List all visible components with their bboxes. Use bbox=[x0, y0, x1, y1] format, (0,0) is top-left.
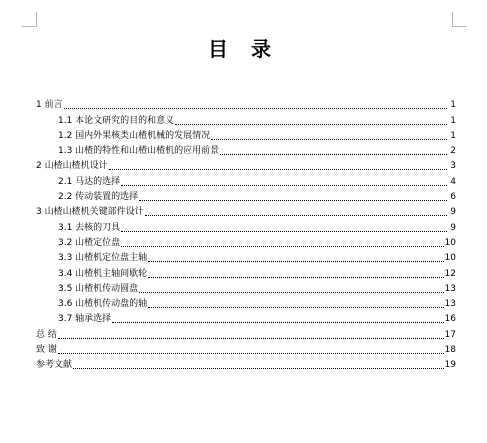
toc-leader-dots bbox=[139, 199, 447, 201]
toc-entry-page-number: 1 bbox=[450, 130, 456, 141]
toc-entry[interactable] bbox=[36, 234, 456, 249]
toc-entry-page-number: 2 bbox=[450, 146, 456, 157]
toc-entry-page-number: 9 bbox=[450, 207, 456, 218]
toc-entry-page-number: 6 bbox=[450, 192, 456, 203]
toc-leader-dots bbox=[211, 138, 447, 140]
toc-leader-dots bbox=[64, 107, 447, 109]
toc-leader-dots bbox=[121, 245, 443, 247]
toc-entry-label: 总 结 bbox=[36, 329, 57, 340]
toc-entry[interactable] bbox=[36, 280, 456, 295]
toc-entry-label: 3.1 去核的刀具 bbox=[58, 222, 121, 233]
toc-entry[interactable] bbox=[36, 249, 456, 264]
toc-leader-dots bbox=[220, 153, 447, 155]
toc-entry-label: 1 前言 bbox=[36, 100, 63, 111]
toc-entry-page-number: 19 bbox=[444, 360, 456, 371]
toc-leader-dots bbox=[109, 168, 447, 170]
toc-entry-label: 3.5 山楂机传动圆盘 bbox=[58, 283, 139, 294]
toc-entry-label: 1.1 本论文研究的目的和意义 bbox=[58, 115, 175, 126]
toc-entry-page-number: 17 bbox=[444, 329, 456, 340]
toc-entry-page-number: 13 bbox=[444, 299, 456, 310]
toc-entry-label: 参考文献 bbox=[36, 360, 73, 371]
toc-entry[interactable] bbox=[36, 310, 456, 325]
toc-entry-label: 3.7 轴承选择 bbox=[58, 314, 112, 325]
toc-entry[interactable] bbox=[36, 341, 456, 356]
toc-entry[interactable] bbox=[36, 264, 456, 279]
toc-entry[interactable] bbox=[36, 218, 456, 233]
toc-entry-label: 1.3 山楂的特性和山楂山楂机的应用前景 bbox=[58, 146, 220, 157]
toc-entry[interactable] bbox=[36, 325, 456, 340]
toc-entry-label: 3.4 山楂机主轴间歇轮 bbox=[58, 268, 148, 279]
table-of-contents bbox=[36, 96, 456, 371]
toc-entry-label: 2.1 马达的选择 bbox=[58, 176, 121, 187]
toc-entry-page-number: 16 bbox=[444, 314, 456, 325]
toc-leader-dots bbox=[121, 184, 447, 186]
toc-entry-page-number: 13 bbox=[444, 283, 456, 294]
toc-leader-dots bbox=[148, 306, 443, 308]
toc-entry-page-number: 10 bbox=[444, 237, 456, 248]
toc-entry-label: 3.6 山楂机传动盘的轴 bbox=[58, 299, 148, 310]
toc-entry[interactable] bbox=[36, 111, 456, 126]
toc-entry[interactable] bbox=[36, 127, 456, 142]
toc-entry-page-number: 1 bbox=[450, 100, 456, 111]
toc-entry-label: 致 谢 bbox=[36, 345, 57, 356]
toc-leader-dots bbox=[175, 123, 447, 125]
toc-entry-page-number: 10 bbox=[444, 253, 456, 264]
toc-entry-label: 2.2 传动装置的选择 bbox=[58, 192, 139, 203]
toc-entry-label: 1.2 国内外果核类山楂机械的发展情况 bbox=[58, 130, 211, 141]
toc-entry[interactable] bbox=[36, 203, 456, 218]
margin-corner-mark-top-right bbox=[452, 12, 467, 27]
toc-leader-dots bbox=[58, 337, 444, 339]
toc-leader-dots bbox=[145, 214, 447, 216]
toc-leader-dots bbox=[58, 352, 444, 354]
toc-leader-dots bbox=[121, 230, 447, 232]
toc-entry-label: 3.2 山楂定位盘 bbox=[58, 237, 121, 248]
toc-entry-page-number: 12 bbox=[444, 268, 456, 279]
toc-entry-page-number: 3 bbox=[450, 161, 456, 172]
toc-leader-dots bbox=[148, 276, 443, 278]
toc-entry-label: 3 山楂山楂机关键部件设计 bbox=[36, 207, 144, 218]
toc-entry-page-number: 18 bbox=[444, 345, 456, 356]
toc-leader-dots bbox=[148, 260, 443, 262]
toc-leader-dots bbox=[139, 291, 443, 293]
toc-entry[interactable] bbox=[36, 295, 456, 310]
toc-entry-label: 3.3 山楂机定位盘主轴 bbox=[58, 253, 148, 264]
toc-entry-page-number: 9 bbox=[450, 222, 456, 233]
toc-entry-page-number: 1 bbox=[450, 115, 456, 126]
toc-entry[interactable] bbox=[36, 96, 456, 111]
toc-entry[interactable] bbox=[36, 356, 456, 371]
toc-leader-dots bbox=[112, 321, 443, 323]
toc-entry[interactable] bbox=[36, 157, 456, 172]
toc-entry[interactable] bbox=[36, 142, 456, 157]
toc-entry[interactable] bbox=[36, 172, 456, 187]
margin-corner-mark-top-left bbox=[22, 12, 37, 27]
page-title: 目 录 bbox=[208, 37, 279, 61]
toc-entry[interactable] bbox=[36, 188, 456, 203]
toc-entry-label: 2 山楂山楂机设计 bbox=[36, 161, 108, 172]
toc-leader-dots bbox=[73, 367, 444, 369]
toc-entry-page-number: 4 bbox=[450, 176, 456, 187]
